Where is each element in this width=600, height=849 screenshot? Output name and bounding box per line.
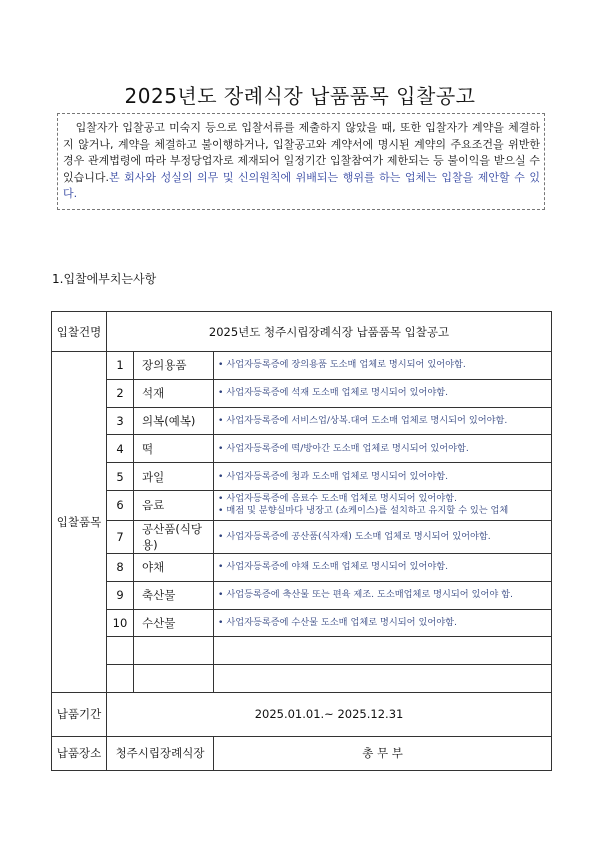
item-row: [52, 435, 552, 463]
item-requirement: [214, 435, 552, 463]
empty-cell: [214, 637, 552, 665]
bid-name-label: 입찰건명: [52, 312, 107, 352]
item-row: [52, 407, 552, 435]
notice-text: 입찰자가 입찰공고 미숙지 등으로 입찰서류를 제출하지 않았을 때, 또한 입찰자가 계약을 체결하지 않거나, 계약을 체결하고 불이행하거나, 입찰공고와 계약서에 명시된 계약의 주요조건을 위반한 경우 관계법령에 따라 부정당업자로 제재되어 일정기간 입찰참여가 제한되는 등 불이익을 받으실 수 있습니다.: [63, 121, 540, 184]
item-requirement: [214, 463, 552, 491]
item-number: 4: [107, 435, 134, 463]
empty-row: [52, 637, 552, 665]
item-number: 6: [107, 490, 134, 520]
item-name: 과일: [134, 463, 214, 491]
item-name: 축산물: [134, 581, 214, 609]
item-number: 9: [107, 581, 134, 609]
empty-row: [52, 665, 552, 693]
item-row: [52, 379, 552, 407]
item-requirement-line: • 사업자등록증에 장의용품 도소매 업체로 명시되어 있어야함.: [218, 359, 466, 371]
notice-text-highlight: 본 회사와 성실의 의무 및 신의원칙에 위배되는 행위를 하는 업체는 입찰을 제안할 수 있다.: [63, 170, 540, 200]
item-row: [52, 520, 552, 553]
empty-cell: [107, 637, 134, 665]
item-number: 8: [107, 553, 134, 581]
item-requirement-line: • 사업자등록증에 야채 도소매 업체로 명시되어 있어야함.: [218, 561, 448, 573]
place-row: [52, 736, 552, 770]
place-label: 납품장소: [52, 736, 107, 770]
item-name: 공산품(식당용): [134, 520, 214, 553]
page-title: 2025년도 장례식장 납품품목 입찰공고: [124, 84, 476, 108]
item-requirement: [214, 609, 552, 637]
item-requirement-line: • 사업자등록증에 음료수 도소매 업체로 명시되어 있어야함.: [218, 493, 457, 505]
item-requirement-line: • 사업등록증에 축산물 또는 편육 제조. 도소매업체로 명시되어 있어야 함.: [218, 589, 513, 601]
items-label: 입찰품목: [52, 352, 107, 693]
item-row: [52, 463, 552, 491]
item-name: 의복(예복): [134, 407, 214, 435]
item-requirement: [214, 379, 552, 407]
item-requirement-line: • 사업자등록증에 공산품(식자재) 도소매 업체로 명시되어 있어야함.: [218, 530, 491, 542]
empty-cell: [134, 637, 214, 665]
bid-name-value: 2025년도 청주시립장례식장 납품품목 입찰공고: [107, 312, 552, 352]
item-row: [52, 581, 552, 609]
item-requirement: [214, 520, 552, 553]
section-title: 1.입찰에부치는사항: [52, 272, 157, 286]
item-requirement-line: • 사업자등록증에 청과 도소매 업체로 명시되어 있어야함.: [218, 470, 448, 482]
item-name: 장의용품: [134, 352, 214, 380]
item-name: 음료: [134, 490, 214, 520]
department-value: 총 무 부: [214, 736, 552, 770]
period-row: [52, 692, 552, 736]
item-requirement-line: • 사업자등록증에 떡/방아간 도소매 업체로 명시되어 있어야함.: [218, 442, 469, 454]
item-requirement-line: • 사업자등록증에 서비스업/상복.대여 도소매 업체로 명시되어 있어야함.: [218, 414, 508, 426]
item-requirement: [214, 490, 552, 520]
item-number: 1: [107, 352, 134, 380]
item-number: 2: [107, 379, 134, 407]
item-name: 석재: [134, 379, 214, 407]
item-name: 수산물: [134, 609, 214, 637]
item-row: [52, 490, 552, 520]
item-number: 3: [107, 407, 134, 435]
item-number: 5: [107, 463, 134, 491]
period-value: 2025.01.01.~ 2025.12.31: [107, 692, 552, 736]
item-requirement: [214, 581, 552, 609]
bid-name-row: [52, 312, 552, 352]
period-label: 납품기간: [52, 692, 107, 736]
notice-box: [57, 113, 545, 210]
item-requirement: [214, 407, 552, 435]
item-name: 야채: [134, 553, 214, 581]
item-name: 떡: [134, 435, 214, 463]
item-requirement: [214, 553, 552, 581]
item-number: 10: [107, 609, 134, 637]
place-value: 청주시립장례식장: [107, 736, 214, 770]
empty-cell: [107, 665, 134, 693]
item-row: [52, 609, 552, 637]
item-row: [52, 553, 552, 581]
empty-cell: [134, 665, 214, 693]
item-requirement-line: • 매점 및 분향실마다 냉장고 (쇼케이스)를 설치하고 유지할 수 있는 업체: [218, 505, 509, 517]
item-requirement-line: • 사업자등록증에 수산물 도소매 업체로 명시되어 있어야함.: [218, 616, 457, 628]
item-requirement: [214, 352, 552, 380]
bid-table: [51, 311, 552, 771]
item-row: [52, 352, 552, 380]
empty-cell: [214, 665, 552, 693]
item-requirement-line: • 사업자등록증에 석재 도소매 업체로 명시되어 있어야함.: [218, 387, 448, 399]
item-number: 7: [107, 520, 134, 553]
